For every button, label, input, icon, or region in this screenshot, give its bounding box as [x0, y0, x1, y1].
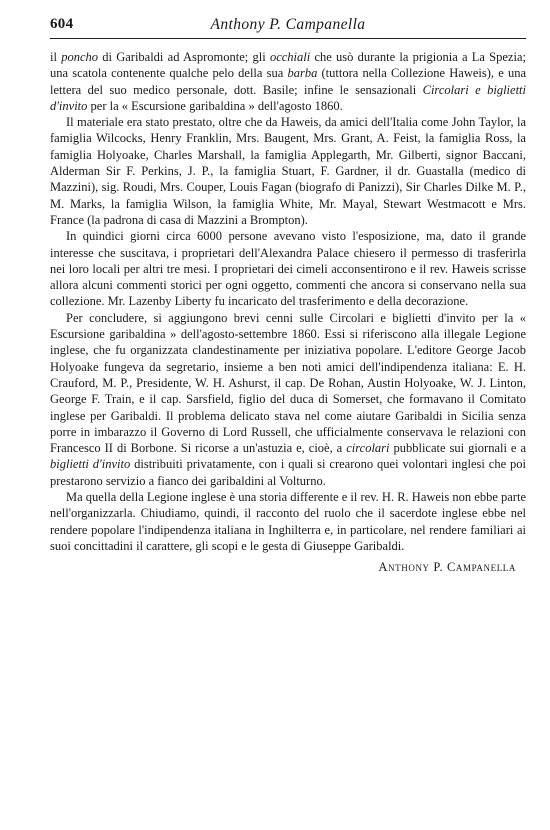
italic-text: Circolari e biglietti d'invito — [50, 82, 526, 113]
running-title: Anthony P. Campanella — [210, 16, 366, 33]
paragraph: Per concludere, si aggiungono brevi cenni sulle Circolari e biglietti d'invito per la « Escursione garibaldina » dell'agosto-settembre 1860. Essi si riferiscono alla illegale Legione inglese, che fu organizzata clandestinamente per iniziativa popolare. L'editore George Jacob Holyoake fungeva da segretario, insieme a ben noti amici dell'indipendenza italiana: E. H. Crauford, M. P., Presidente, W. H. Ashurst, il cap. De Rohan, Austin Holyoake, W. J. Linton, George F. Train, e il cap. Sarsfield, figlio del duca di Somerset, che formavano il Comitato inglese per Garibaldi. Il problema delicato stava nel come aiutare Garibaldi in Sicilia senza porre in imbarazzo il Governo di Lord Russell, che ufficialmente conservava le relazioni con Francesco II di Borbone. Si ricorse a un'astuzia e, cioè, a circolari pubblicate sui giornali e a biglietti d'invito distribuiti privatamente, con i quali si crearono quei volontari inglesi che poi prestarono servizio a fianco dei garibaldini al Volturno. — [50, 310, 527, 488]
page-number: 604 — [50, 16, 74, 32]
italic-text: biglietti d'invito — [50, 457, 131, 472]
italic-text: circolari — [346, 441, 390, 456]
body-text — [50, 49, 526, 554]
italic-text: barba — [287, 66, 318, 81]
paragraph: Ma quella della Legione inglese è una storia differente e il rev. H. R. Haweis non ebbe parte nell'organizzarla. Chiudiamo, quindi, il racconto del ruolo che il sacerdote inglese ebbe nel rendere popolare l'indipendenza italiana in Inghilterra e, in particolare, nel rendere familiari ai suoi concittadini il carattere, gli scopi e le gesta di Giuseppe Garibaldi. — [50, 490, 526, 553]
italic-text: poncho — [61, 50, 98, 64]
paragraph: Il materiale era stato prestato, oltre che da Haweis, da amici dell'Italia come John Taylor, la famiglia Wilcocks, Henry Franklin, Mrs. Baugent, Mrs. Grant, A. Feist, la famiglia Ross, la famiglia Holyoake, Charles Marshall, la famiglia Applegarth, Mr. Gilberti, signor Baccani, Alderman Sir F. Perkins, J. P., la famiglia Stuart, F. Gardner, il dr. Guastalla (medico di Mazzini), sig. Roudi, Mrs. Couper, Louis Fagan (biografo di Panizzi), Sir Charles Dilke M. P., M. Marks, la famiglia Wilson, la famiglia White, Mr. Mayal, Stewart Westmacott e Mrs. France (la padrona di casa di Mazzini a Brompton). — [50, 115, 526, 227]
paragraph: In quindici giorni circa 6000 persone avevano visto l'esposizione, ma, dato il grande interesse che suscitava, i proprietari dell'Alexandra Palace chiesero il permesso di trasferirla nei loro locali per altri tre mesi. I proprietari dei cimeli acconsentirono e il rev. Haweis scrisse allora alcuni commenti storici per ogni oggetto, commenti che ancora si conservano nella sua collezione. Mr. Lazenby Liberty fu incaricato del trasferimento e della decorazione. — [50, 229, 526, 309]
running-head — [50, 16, 526, 39]
paragraph: il poncho di Garibaldi ad Aspromonte; gli occhiali che usò durante la prigionia a La Spezia; una scatola contenente qualche pelo della sua barba (tuttora nella Collezione Haweis), e una lettera del suo medico personale, dott. Basile; infine le sensazionali Circolari e biglietti d'invito per la « Escursione garibaldina » dell'agosto 1860. — [50, 50, 527, 113]
italic-text: occhiali — [269, 50, 311, 64]
author-signature: Anthony P. Campanella — [378, 560, 516, 575]
